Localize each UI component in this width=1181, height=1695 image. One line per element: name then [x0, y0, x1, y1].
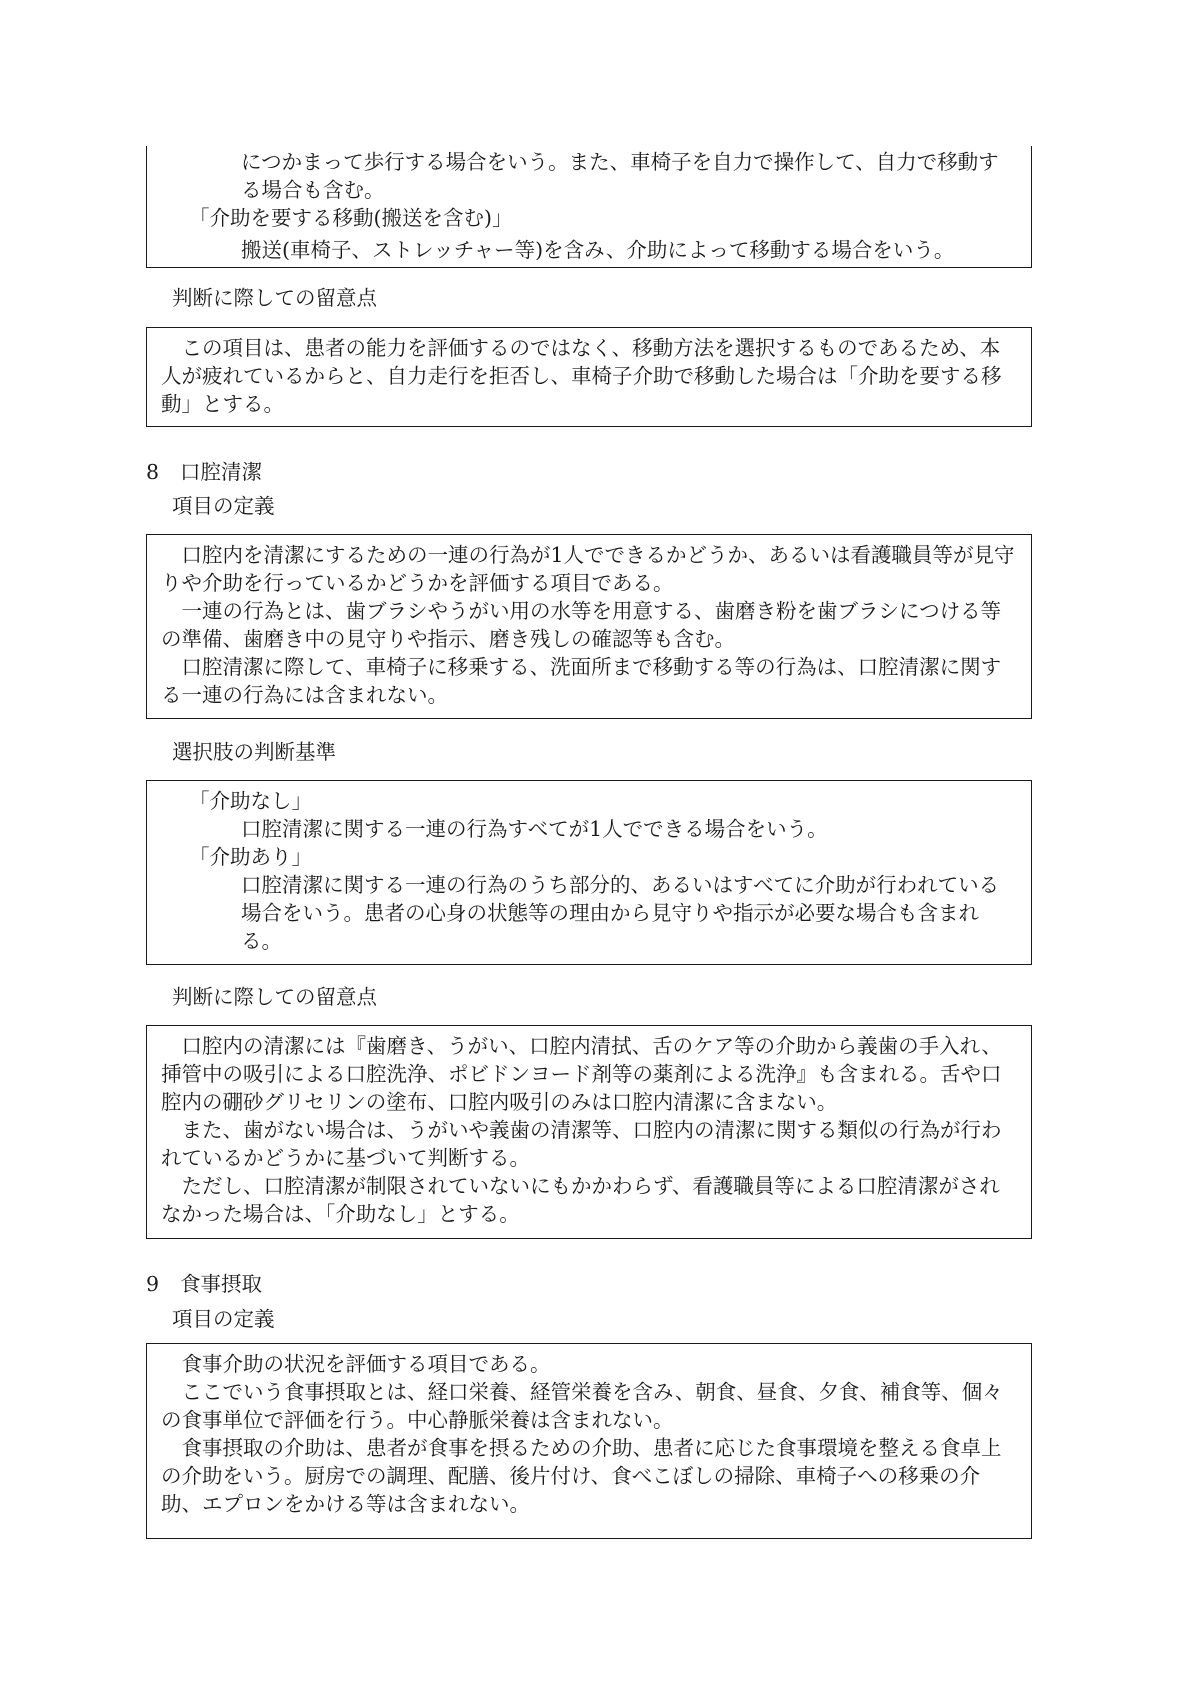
section-8-notes-box — [146, 1025, 1032, 1239]
section-8-definition-box — [146, 534, 1032, 719]
section-9-heading — [146, 1270, 262, 1298]
section-8-definition-heading: 項目の定義 — [172, 494, 275, 518]
section-8-criteria-box — [146, 780, 1032, 965]
section-9-definition-para-3: 食事摂取の介助は、患者が食事を摂るための介助、患者に応じた食事環境を整える食卓上の介助をいう。厨房での調理、配膳、後片付け、食べこぼしの掃除、車椅子への移乗の介助、エプロンをかける等は含まれない。 — [161, 1436, 1002, 1516]
section-8-notes-para-2: また、歯がない場合は、うがいや義歯の清潔等、口腔内の清潔に関する類似の行為が行われているかどうかに基づいて判断する。 — [161, 1118, 1002, 1170]
option-desc-no-assist: 口腔清潔に関する一連の行為すべてが1人でできる場合をいう。 — [241, 817, 828, 841]
notes-box-1 — [146, 327, 1032, 427]
section-9-definition-para-1: 食事介助の状況を評価する項目である。 — [181, 1352, 551, 1376]
option-label-assisted-move: 「介助を要する移動(搬送を含む)」 — [189, 206, 513, 230]
section-8-heading — [146, 458, 262, 486]
section-8-title: 口腔清潔 — [180, 460, 262, 484]
section-9-number: 9 — [146, 1272, 160, 1296]
section-8-definition-para-3: 口腔清潔に際して、車椅子に移乗する、洗面所まで移動する等の行為は、口腔清潔に関する一連の行為には含まれない。 — [161, 655, 1002, 707]
section-9-title: 食事摂取 — [180, 1272, 262, 1296]
option-desc-assisted-move: 搬送(車椅子、ストレッチャー等)を含み、介助によって移動する場合をいう。 — [241, 238, 955, 262]
option-desc-with-assist: 口腔清潔に関する一連の行為のうち部分的、あるいはすべてに介助が行われている場合をいう。患者の心身の状態等の理由から見守りや指示が必要な場合も含まれる。 — [241, 873, 1000, 953]
option-label-with-assist: 「介助あり」 — [189, 845, 312, 869]
section-8-notes-para-3: ただし、口腔清潔が制限されていないにもかかわらず、看護職員等による口腔清潔がされなかった場合は、「介助なし」とする。 — [161, 1174, 1000, 1226]
section-8-definition-para-1: 口腔内を清潔にするための一連の行為が1人でできるかどうか、あるいは看護職員等が見守りや介助を行っているかどうかを評価する項目である。 — [161, 543, 1015, 595]
section-8-notes-para-1: 口腔内の清潔には『歯磨き、うがい、口腔内清拭、舌のケア等の介助から義歯の手入れ、挿管中の吸引による口腔洗浄、ポビドンヨード剤等の薬剤による洗浄』も含まれる。舌や口腔内の硼砂グリセリンの塗布、口腔内吸引のみは口腔内清潔に含まない。 — [161, 1034, 1002, 1114]
section-8-notes-heading: 判断に際しての留意点 — [172, 985, 377, 1009]
section-9-definition-para-2: ここでいう食事摂取とは、経口栄養、経管栄養を含み、朝食、昼食、夕食、補食等、個々の食事単位で評価を行う。中心静脈栄養は含まれない。 — [161, 1380, 1003, 1432]
section-8-criteria-heading: 選択肢の判断基準 — [172, 740, 336, 764]
continuation-line-2: る場合も含む。 — [241, 178, 385, 202]
continuation-box — [146, 146, 1032, 268]
continuation-line-1: につかまって歩行する場合をいう。また、車椅子を自力で操作して、自力で移動す — [241, 150, 999, 174]
section-8-number: 8 — [146, 460, 160, 484]
option-label-no-assist: 「介助なし」 — [189, 789, 312, 813]
section-8-definition-para-2: 一連の行為とは、歯ブラシやうがい用の水等を用意する、歯磨き粉を歯ブラシにつける等の準備、歯磨き中の見守りや指示、磨き残しの確認等も含む。 — [161, 599, 1002, 651]
notes-heading-1: 判断に際しての留意点 — [172, 286, 377, 310]
notes-box-1-para-1: この項目は、患者の能力を評価するのではなく、移動方法を選択するものであるため、本人が疲れているからと、自力走行を拒否し、車椅子介助で移動した場合は「介助を要する移動」とする。 — [161, 336, 1002, 416]
section-9-definition-box — [146, 1343, 1032, 1539]
section-9-definition-heading: 項目の定義 — [172, 1307, 275, 1331]
